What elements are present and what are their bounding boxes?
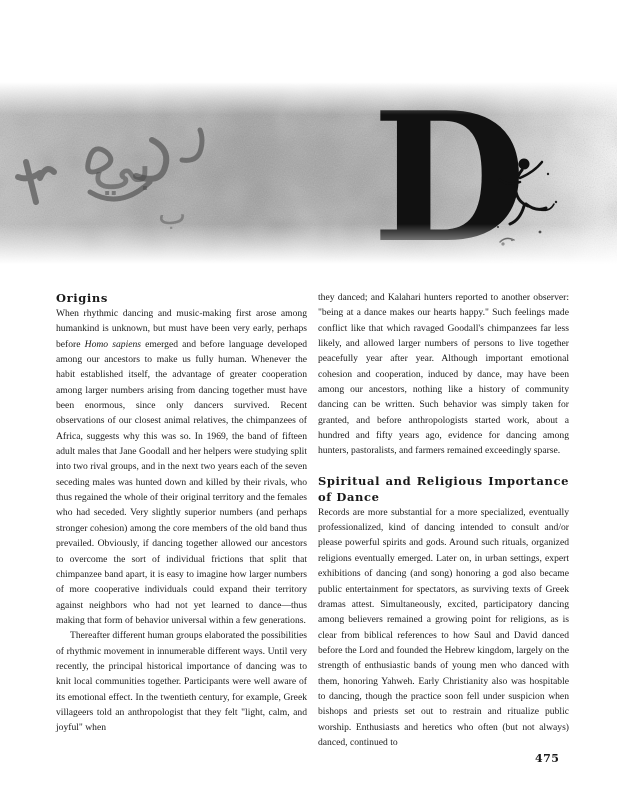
left-column: [56, 290, 307, 736]
right-column: [318, 290, 569, 750]
header-banner: [0, 82, 617, 264]
banner-artwork: [0, 82, 617, 264]
paragraph: they danced; and Kalahari hunters reported to another observer: "being at a dance makes our hearts happy." Such feelings made conflict like that which ravaged Goodall's chimpanzees far less likely, and allowed larger numbers of persons to live together peacefully year after year. Although important emotional cohesion and cooperation, induced by dance, may have been among our ancestors, nothing like a history of community dancing can be written. Such behavior was simply taken for granted, and before anthropologists started work, about a hundred and fifty years ago, evidence for dancing among hunters, pastoralists, and farmers remained exceedingly sparse.: [318, 292, 569, 457]
section-heading-origins: Origins: [56, 291, 108, 305]
paragraph: Thereafter different human groups elaborated the possibilities of rhythmic movement in innumerable different ways. Until very recently, the principal historical importance of dancing was to knit local communities together. Participants were well aware of its emotional effect. In the twentieth century, for example, Greek villageers told an anthropologist that they felt "light, calm, and joyful" when: [56, 630, 307, 734]
page-number: 475: [535, 752, 560, 765]
paragraph: Records are more substantial for a more specialized, eventually professionalized, kind of dancing intended to consult and/or please powerful spirits and gods. Around such rituals, organized religions eventually emerged. Later on, in urban settings, expert exhibitions of dancing (and song) honoring a god also became public entertainment for spectators, as surviving texts of Greek dramas attest. Simultaneously, excited, participatory dancing among believers remained a growing point for religions, as is clear from biblical references to how Saul and David danced before the Lord and founded the Hebrew kingdom, largely on the strength of enthusiastic bands of young men who danced with them, honoring Yahweh. Early Christianity also was hospitable to dancing, though the practice soon fell under suspicion when bishops and priests set out to restrain and ritualize public worship. Enthusiasts and heretics who often (but not always) danced, continued to: [318, 506, 569, 748]
section-heading-spiritual: Spiritual and Religious Importance of Dance: [318, 473, 569, 504]
paragraph: When rhythmic dancing and music-making first arose among humankind is unknown, but must have been very early, perhaps before Homo sapiens emerged and before language developed among our ancestors to make us fully human. Whenever the habit established itself, the advantage of greater cooperation among larger numbers arising from dancing together must have been enormous, since only dancers survived. Recent observations of our closest animal relatives, the chimpanzees of Africa, suggests why this was so. In 1969, the band of fifteen adult males that Jane Goodall and her helpers were studying split into two rival groups, and in the next two years each of the seven seceding males was hunted down and killed by their rivals, who thus regained the whole of their original territory and the females who had seceded. Very slightly superior numbers (and perhaps stronger cohesion) among the core members of the old band thus prevailed. Obviously, if dancing together allowed our ancestors to overcome the sort of individual frictions that split that chimpanzee band apart, it is easy to imagine how larger numbers of more cooperative individuals could expand their territory against neighbors who had not yet learned to dance—thus making that form of behavior universal within a few generations.: [56, 308, 307, 626]
